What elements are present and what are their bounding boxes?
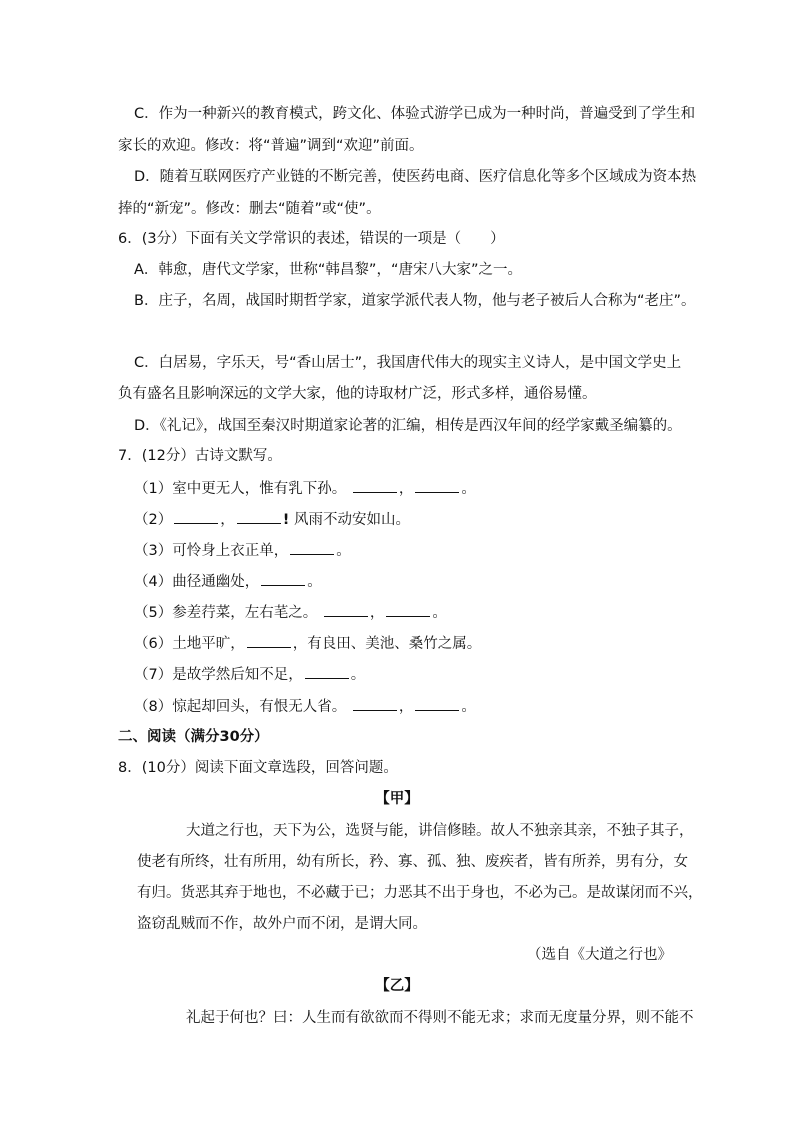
passage-jia-line1: 大道之行也，天下为公，选贤与能，讲信修睦。故人不独亲其亲，不独子其子，	[186, 823, 694, 839]
section-heading: 二、阅读（满分30分）	[118, 729, 269, 745]
q6-option-d: D．《礼记》，战国至秦汉时期道家论著的汇编，相传是西汉年间的经学家戴圣编纂的。	[134, 418, 682, 434]
q7-item-1: （1）室中更无人，惟有乳下孙。 ， 。	[134, 478, 476, 499]
q6-option-c-line2: 负有盛名且影响深远的文学大家，他的诗取材广泛，形式多样，通俗易懂。	[118, 386, 597, 402]
q7-item-6-text-a: （6）土地平旷，	[134, 636, 245, 652]
q7-item-2-text: 风雨不动安如山。	[293, 512, 410, 528]
q7-item-8-text: （8）惊起却回头，有恨无人省。	[134, 699, 347, 715]
passage-jia-line2: 使老有所终，壮有所用，幼有所长，矜、寡、孤、独、废疾者，皆有所养，男有分，女	[137, 854, 688, 870]
answer-blank[interactable]	[324, 602, 368, 617]
q7-item-5: （5）参差荇菜，左右芼之。 ， 。	[134, 602, 447, 623]
q5-option-d-line2: 捧的“新宠”。修改：删去“随着”或“使”。	[118, 201, 381, 217]
q7-item-1-text: （1）室中更无人，惟有乳下孙。	[134, 481, 347, 497]
answer-blank[interactable]	[353, 478, 397, 493]
answer-blank[interactable]	[290, 540, 334, 555]
q7-item-6	[134, 633, 481, 654]
answer-blank[interactable]	[261, 571, 305, 586]
passage-jia-line3: 有归。货恶其弃于地也，不必藏于已；力恶其不出于身也，不必为己。是故谋闭而不兴，	[137, 885, 703, 901]
q7-item-6-text-b: ，有良田、美池、桑竹之属。	[292, 636, 482, 652]
answer-blank[interactable]	[237, 509, 281, 524]
passage-jia-line4: 盗窃乱贼而不作，故外户而不闭，是谓大同。	[137, 916, 427, 932]
q7-item-7: （7）是故学然后知不足， 。	[134, 664, 365, 685]
answer-blank[interactable]	[353, 696, 397, 711]
q7-item-2: （2） ， ! 风雨不动安如山。	[134, 509, 410, 530]
q7-item-3: （3）可怜身上衣正单， 。	[134, 540, 351, 561]
q7-item-3-text: （3）可怜身上衣正单，	[134, 543, 289, 559]
passage-jia-source: （选自《大道之行也》	[527, 947, 672, 963]
q6-option-a: A．韩愈，唐代文学家，世称“韩昌黎”，“唐宋八大家”之一。	[134, 262, 522, 278]
answer-blank[interactable]	[386, 602, 430, 617]
passage-yi-line1: 礼起于何也？曰：人生而有欲欲而不得则不能无求；求而无度量分界，则不能不	[186, 1010, 694, 1026]
q5-option-c-line2: 家长的欢迎。修改：将“普遍”调到“欢迎”前面。	[118, 138, 424, 154]
q6-stem: 6．(3分）下面有关文学常识的表述，错误的一项是（ ）	[118, 231, 505, 247]
q7-item-8: （8）惊起却回头，有恨无人省。 ， 。	[134, 696, 476, 717]
passage-yi-title: 【乙】	[375, 978, 419, 994]
q7-item-5-text: （5）参差荇菜，左右芼之。	[134, 605, 318, 621]
answer-blank[interactable]	[415, 696, 459, 711]
q7-item-2-number: （2）	[134, 512, 173, 528]
q6-option-c-line1: C．白居易，字乐天，号“香山居士”，我国唐代伟大的现实主义诗人，是中国文学史上	[134, 355, 682, 371]
answer-blank[interactable]	[247, 633, 291, 648]
q5-option-d-line1: D．随着互联网医疗产业链的不断完善，使医药电商、医疗信息化等多个区域成为资本热	[134, 169, 697, 185]
q7-stem: 7．(12分）古诗文默写。	[118, 448, 282, 464]
passage-jia-title: 【甲】	[375, 791, 419, 807]
q7-item-4-text: （4）曲径通幽处，	[134, 574, 260, 590]
answer-blank[interactable]	[415, 478, 459, 493]
q5-option-c-line1: C．作为一种新兴的教育模式，跨文化、体验式游学已成为一种时尚，普遍受到了学生和	[134, 106, 696, 122]
q6-option-b: B．庄子，名周，战国时期哲学家，道家学派代表人物，他与老子被后人合称为“老庄”。	[134, 293, 696, 309]
answer-blank[interactable]	[174, 509, 218, 524]
q7-item-4: （4）曲径通幽处， 。	[134, 571, 322, 592]
q8-stem: 8．(10分）阅读下面文章选段，回答问题。	[118, 760, 398, 776]
q7-item-7-text: （7）是故学然后知不足，	[134, 667, 303, 683]
answer-blank[interactable]	[305, 664, 349, 679]
